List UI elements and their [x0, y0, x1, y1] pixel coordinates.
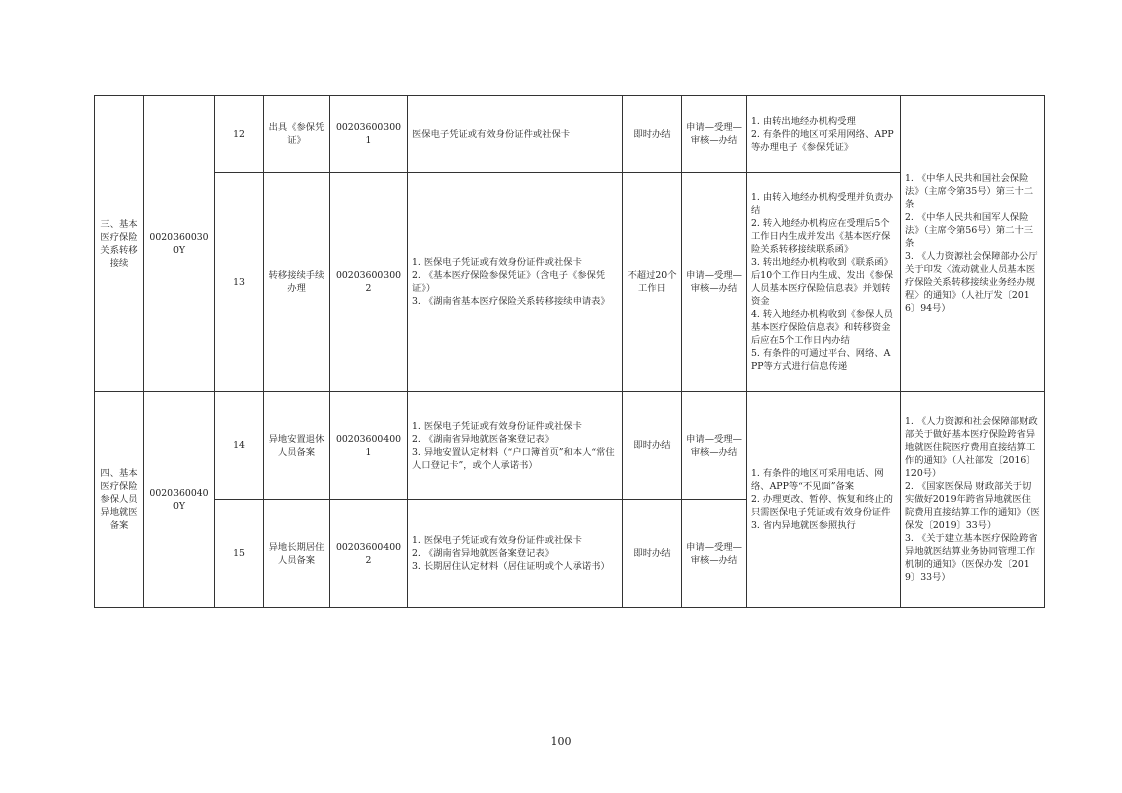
- service-items-table: [94, 95, 1045, 608]
- materials-cell: 1. 医保电子凭证或有效身份证件或社保卡 2. 《湖南省异地就医备案登记表》 3. 异地安置认定材料（“户口簿首页”和本人“常住人口登记卡”，或个人承诺书）: [408, 392, 623, 500]
- item-number-cell: 12: [215, 96, 264, 173]
- item-code-cell: 002036003002: [330, 173, 408, 392]
- item-name-cell: 异地长期居住人员备案: [264, 500, 330, 608]
- process-cell: 申请—受理—审核—办结: [682, 500, 747, 608]
- item-code-cell: 002036004002: [330, 500, 408, 608]
- item-number-cell: 13: [215, 173, 264, 392]
- legal-basis-cell: 1. 《人力资源和社会保障部财政部关于做好基本医疗保险跨省异地就医住院医疗费用直接结算工作的通知》（人社部发〔2016〕120号） 2. 《国家医保局 财政部关于切实做好2019年跨省异地就医住院费用直接结算工作的通知》（医保发〔2019〕33号） 3. 《关于建立基本医疗保险跨省异地就医结算业务协同管理工作机制的通知》（医保办发〔2019〕33号）: [901, 392, 1045, 608]
- materials-cell: 医保电子凭证或有效身份证件或社保卡: [408, 96, 623, 173]
- materials-cell: 1. 医保电子凭证或有效身份证件或社保卡 2. 《基本医疗保险参保凭证》（含电子《参保凭证》） 3. 《湖南省基本医疗保险关系转移接续申请表》: [408, 173, 623, 392]
- notes-cell: 1. 有条件的地区可采用电话、网络、APP等“不见面”备案 2. 办理更改、暂停、恢复和终止的只需医保电子凭证或有效身份证件 3. 省内异地就医参照执行: [747, 392, 901, 608]
- item-number-cell: 15: [215, 500, 264, 608]
- process-cell: 申请—受理—审核—办结: [682, 96, 747, 173]
- category-cell: 四、基本医疗保险参保人员异地就医备案: [95, 392, 144, 608]
- time-limit-cell: 不超过20个工作日: [623, 173, 682, 392]
- table-row: [95, 392, 1045, 500]
- item-name-cell: 异地安置退休人员备案: [264, 392, 330, 500]
- item-number-cell: 14: [215, 392, 264, 500]
- item-code-cell: 002036003001: [330, 96, 408, 173]
- category-cell: 三、基本医疗保险关系转移接续: [95, 96, 144, 392]
- process-cell: 申请—受理—审核—办结: [682, 173, 747, 392]
- table-row: [95, 96, 1045, 173]
- category-code-cell: 00203600400Y: [144, 392, 215, 608]
- time-limit-cell: 即时办结: [623, 96, 682, 173]
- notes-cell: 1. 由转出地经办机构受理 2. 有条件的地区可采用网络、APP等办理电子《参保凭证》: [747, 96, 901, 173]
- category-code-cell: 00203600300Y: [144, 96, 215, 392]
- time-limit-cell: 即时办结: [623, 392, 682, 500]
- legal-basis-cell: 1. 《中华人民共和国社会保险法》（主席令第35号）第三十二条 2. 《中华人民共和国军人保险法》（主席令第56号）第二十三条 3. 《人力资源社会保障部办公厅关于印发〈流动就业人员基本医疗保险关系转移接续业务经办规程〉的通知》（人社厅发〔2016〕94号）: [901, 96, 1045, 392]
- page-number: 100: [550, 735, 572, 748]
- notes-cell: 1. 由转入地经办机构受理并负责办结 2. 转入地经办机构应在受理后5个工作日内生成并发出《基本医疗保险关系转移接续联系函》 3. 转出地经办机构收到《联系函》后10个工作日内生成、发出《参保人员基本医疗保险信息表》并划转资金 4. 转入地经办机构收到《参保人员基本医疗保险信息表》和转移资金后应在5个工作日内办结 5. 有条件的可通过平台、网络、APP等方式进行信息传递: [747, 173, 901, 392]
- time-limit-cell: 即时办结: [623, 500, 682, 608]
- process-cell: 申请—受理—审核—办结: [682, 392, 747, 500]
- materials-cell: 1. 医保电子凭证或有效身份证件或社保卡 2. 《湖南省异地就医备案登记表》 3. 长期居住认定材料（居住证明或个人承诺书）: [408, 500, 623, 608]
- item-name-cell: 转移接续手续办理: [264, 173, 330, 392]
- item-name-cell: 出具《参保凭证》: [264, 96, 330, 173]
- item-code-cell: 002036004001: [330, 392, 408, 500]
